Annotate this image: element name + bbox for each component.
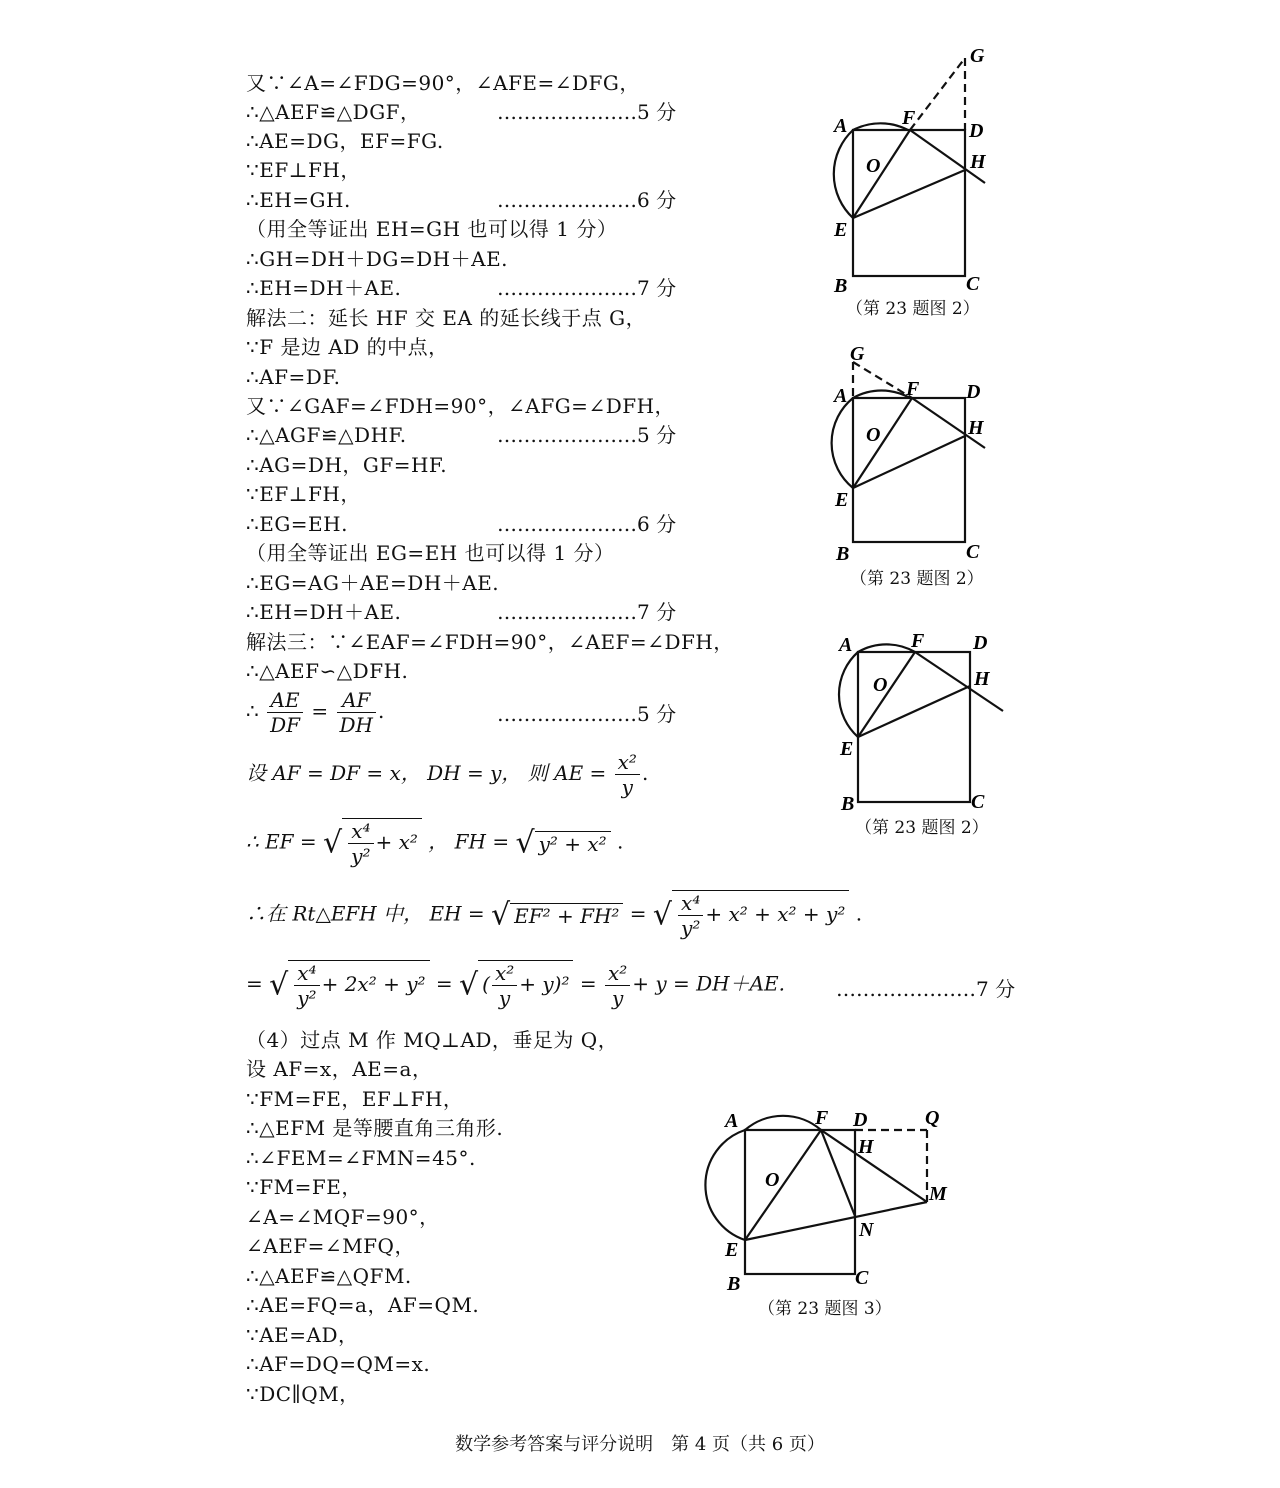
point-label: A — [839, 634, 853, 656]
score-marker: …………………7 分 — [836, 977, 1016, 1001]
text-line: ∴AE=FQ=a，AF=QM. — [246, 1293, 480, 1317]
text-line: ∴∠FEM=∠FMN=45°. — [246, 1146, 476, 1170]
sqrt — [342, 818, 422, 868]
text-line: ∴GH=DH＋DG=DH＋AE. — [246, 247, 509, 271]
point-label: O — [765, 1169, 780, 1191]
numerator: x⁴ — [294, 961, 319, 986]
numerator: AE — [267, 688, 303, 713]
point-label: C — [966, 273, 980, 295]
point-label: G — [850, 343, 865, 365]
fraction — [348, 819, 373, 868]
square — [853, 130, 965, 276]
point-label: H — [970, 151, 986, 173]
text-line: 又∵∠A=∠FDG=90°，∠AFE=∠DFG， — [246, 71, 640, 95]
point-label: H — [968, 417, 984, 439]
numerator: x⁴ — [678, 891, 703, 916]
point-label: D — [973, 632, 988, 654]
text-line: 设 AF=x，AE=a， — [246, 1057, 433, 1081]
point-label: H — [974, 668, 990, 690]
text-line: ∠AEF=∠MFQ， — [246, 1234, 415, 1258]
point-label: D — [969, 120, 984, 142]
point-label: D — [853, 1109, 868, 1131]
point-label: O — [866, 155, 881, 177]
score-marker: …………………7 分 — [497, 600, 677, 624]
fraction — [337, 688, 376, 737]
simplify-formula: = √ $\frac{\text{x⁴}}{\text{y²}}$ + 2x² + y² = √ ( $\frac{\text{x²}}{y}$ + y)² = $\frac{\text{x²}}{y}$ + y = DH＋AE. — [246, 960, 786, 1010]
segment-fh — [915, 652, 1003, 711]
score-marker: …………………6 分 — [497, 512, 677, 536]
fraction — [678, 891, 703, 940]
text-line: ∴EH=DH＋AE. — [246, 276, 402, 300]
text-line: 解法三：∵∠EAF=∠FDH=90°，∠AEF=∠DFH， — [246, 630, 734, 654]
denominator: y² — [297, 986, 317, 1010]
text-line: ∵FM=FE， — [246, 1175, 362, 1199]
text-line: ∴AF=DQ=QM=x. — [246, 1352, 431, 1376]
text-line: ∵EF⊥FH， — [246, 482, 361, 506]
dashed-gf — [853, 362, 912, 398]
text-line: ∴△EFM 是等腰直角三角形. — [246, 1116, 504, 1140]
score-marker: …………………7 分 — [497, 276, 677, 300]
text-line: ∴EG=AG＋AE=DH＋AE. — [246, 571, 500, 595]
point-label: F — [911, 630, 925, 652]
point-label: E — [725, 1239, 739, 1261]
set-formula: 设 AF = DF = x， DH = y， 则 AE = $\frac{\text{x²}}{y}$ . — [246, 750, 649, 799]
figure-3 — [825, 625, 1015, 815]
figure-caption: （第 23 题图 2） — [850, 569, 984, 589]
denominator: y — [498, 986, 511, 1010]
text-line: ∴△AGF≌△DHF. — [246, 423, 407, 447]
point-label: F — [906, 378, 920, 400]
text-line: （用全等证出 EH=GH 也可以得 1 分） — [246, 217, 618, 241]
point-label: Q — [925, 1107, 940, 1129]
text-line: ∴EG=EH. — [246, 512, 348, 536]
figure-1 — [820, 40, 1010, 310]
segment-fn — [821, 1130, 855, 1216]
text-line: ∴△AEF≌△QFM. — [246, 1264, 412, 1288]
point-label: E — [840, 738, 854, 760]
term: + y)² — [519, 972, 570, 996]
term: + x² — [375, 830, 418, 854]
equals: = — [246, 971, 263, 996]
rt-text: ∴在 Rt△EFH 中， EH = — [246, 901, 485, 926]
point-label: A — [834, 115, 848, 137]
point-label: E — [835, 489, 849, 511]
set-text: 设 AF = DF = x， DH = y， 则 AE = — [246, 761, 607, 785]
denominator: DH — [339, 713, 373, 737]
point-label: A — [725, 1110, 739, 1132]
point-label: C — [971, 791, 985, 813]
sqrt: EF² + FH² — [510, 903, 623, 928]
point-label: G — [970, 45, 985, 67]
score-marker: …………………5 分 — [497, 423, 677, 447]
dashed-fg — [910, 58, 965, 130]
score-marker: …………………5 分 — [497, 100, 677, 124]
arc — [832, 398, 853, 488]
fh-text: ， FH = — [428, 829, 510, 854]
sqrt — [672, 890, 849, 940]
text-line: ∴EH=GH. — [246, 188, 351, 212]
numerator: x² — [605, 961, 630, 986]
point-label: B — [834, 275, 848, 297]
figure-caption: （第 23 题图 3） — [758, 1299, 892, 1319]
term: + 2x² + y² — [321, 972, 426, 996]
text-line: ∵EF⊥FH， — [246, 158, 361, 182]
fraction — [615, 750, 640, 799]
ef-text: ∴ EF = — [246, 829, 317, 854]
text-line: 又∵∠GAF=∠FDH=90°，∠AFG=∠DFH， — [246, 394, 676, 418]
text-line: （4）过点 M 作 MQ⊥AD，垂足为 Q， — [246, 1028, 619, 1052]
score-marker: …………………5 分 — [497, 702, 677, 726]
text-line: ∵FM=FE，EF⊥FH， — [246, 1087, 464, 1111]
point-label: B — [727, 1273, 741, 1295]
numerator: x⁴ — [348, 819, 373, 844]
denominator: y — [621, 775, 633, 799]
point-label: N — [859, 1219, 874, 1241]
point-label: C — [966, 541, 980, 563]
point-label: C — [855, 1267, 869, 1289]
text-line: （用全等证出 EG=EH 也可以得 1 分） — [246, 541, 615, 565]
denominator: DF — [270, 713, 301, 737]
fraction — [294, 961, 319, 1010]
point-label: B — [836, 543, 850, 565]
fraction — [605, 961, 630, 1010]
arc — [705, 1130, 745, 1240]
score-marker: …………………6 分 — [497, 188, 677, 212]
point-label: B — [841, 793, 855, 815]
numerator: AF — [337, 688, 376, 713]
fraction — [267, 688, 303, 737]
text-line: ∵F 是边 AD 的中点， — [246, 335, 449, 359]
text-line: ∴AG=DH，GF=HF. — [246, 453, 448, 477]
term: + x² + x² + y² — [705, 902, 846, 926]
point-label: E — [834, 219, 848, 241]
arc — [839, 652, 858, 737]
figure-caption: （第 23 题图 2） — [846, 299, 980, 319]
numerator: x² — [492, 961, 517, 986]
sqrt: y² + x² — [535, 831, 611, 856]
segment-fm — [821, 1130, 927, 1202]
fraction — [492, 961, 517, 1010]
arc — [745, 1116, 821, 1130]
denominator: y² — [681, 916, 701, 940]
segment-em — [745, 1202, 927, 1240]
point-label: M — [929, 1183, 947, 1205]
ratio-formula: ∴ $\frac{AE}{DF}$ = $\frac{AF}{DH}$ . — [246, 688, 385, 737]
segment-ef — [745, 1130, 821, 1240]
point-label: D — [966, 381, 981, 403]
point-label: O — [873, 674, 888, 696]
text-line: ∴△AEF∽△DFH. — [246, 659, 409, 683]
square — [853, 398, 965, 542]
point-label: O — [866, 424, 881, 446]
point-label: A — [834, 385, 848, 407]
text-line: ∴AF=DF. — [246, 365, 341, 389]
text-line: ∴AE=DG，EF=FG. — [246, 129, 444, 153]
point-label: F — [902, 107, 916, 129]
text-line: ∠A=∠MQF=90°， — [246, 1205, 440, 1229]
square — [745, 1130, 855, 1274]
text-line: 解法二：延长 HF 交 EA 的延长线于点 G， — [246, 306, 647, 330]
ef-fh-formula: ∴ EF = √ $\frac{\text{x⁴}}{\text{y²}}$ + x² ， FH = √ y² + x² . — [246, 819, 624, 868]
paren: ( — [482, 972, 490, 996]
text-line: ∵AE=AD， — [246, 1323, 359, 1347]
numerator: x² — [615, 750, 640, 775]
page-footer: 数学参考答案与评分说明 第 4 页（共 6 页） — [455, 1434, 825, 1455]
point-label: H — [858, 1136, 874, 1158]
text-line: ∵DC∥QM， — [246, 1382, 360, 1406]
sqrt — [288, 960, 429, 1010]
denominator: y — [611, 985, 624, 1010]
text-line: ∴△AEF≌△DGF， — [246, 100, 421, 124]
sqrt — [478, 960, 573, 1010]
therefore-symbol: ∴ — [246, 699, 259, 723]
point-label: F — [815, 1107, 829, 1129]
eh-formula: ∴在 Rt△EFH 中， EH = √ EF² + FH² = √ $\frac{\text{x⁴}}{\text{y²}}$ + x² + x² + y² . — [246, 891, 863, 940]
text-line: ∴EH=DH＋AE. — [246, 600, 402, 624]
denominator: y² — [351, 844, 371, 868]
figure-4 — [705, 1100, 975, 1295]
arc — [858, 644, 915, 652]
arc — [834, 130, 853, 218]
figure-caption: （第 23 题图 2） — [855, 818, 989, 838]
figure-2 — [820, 340, 1010, 570]
term: + y = DH＋AE. — [632, 971, 786, 996]
